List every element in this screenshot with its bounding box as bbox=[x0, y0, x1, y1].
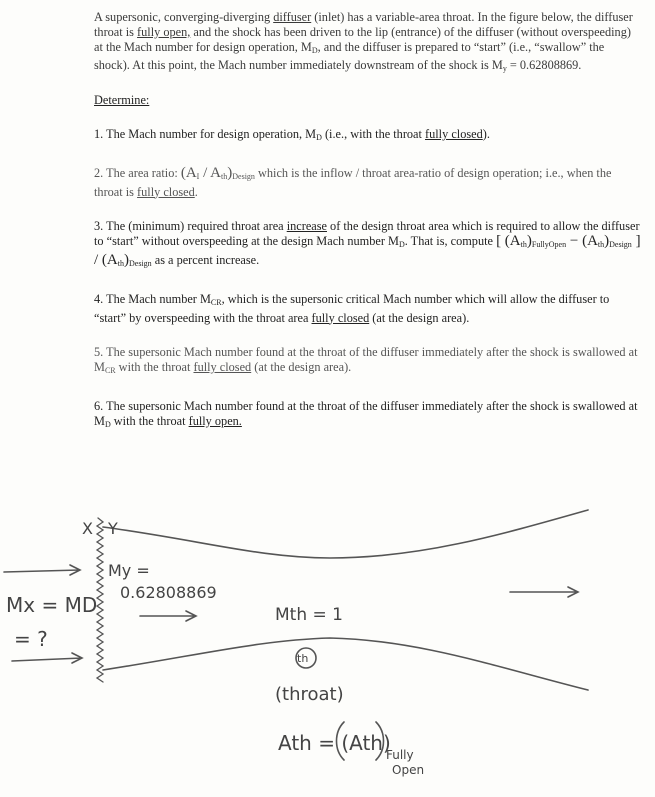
q1-text: 1. The Mach number for design operation, M bbox=[94, 126, 317, 141]
q2-formula: (A bbox=[180, 164, 197, 181]
inflow-arrow-bottom bbox=[12, 653, 82, 663]
diffuser-lower-wall bbox=[103, 638, 588, 690]
q3-subscript: Design bbox=[128, 258, 152, 268]
question-4 bbox=[94, 292, 642, 326]
q3-formula: ) bbox=[123, 251, 129, 268]
ath-label: Ath = (Ath) bbox=[278, 731, 391, 755]
q3-text: of the design throat area which is required to allow the diffuser to “start” without overspeeding at the design Mach number M bbox=[94, 219, 640, 249]
q2-subscript: I bbox=[196, 171, 200, 181]
q3-subscript: th bbox=[117, 258, 124, 268]
diffuser-sketch bbox=[0, 440, 655, 797]
intro-subscript: D bbox=[311, 45, 318, 55]
q2-text: . bbox=[194, 184, 198, 199]
problem-text bbox=[94, 10, 642, 445]
exit-arrow bbox=[510, 587, 578, 597]
q1-subscript: D bbox=[316, 132, 322, 142]
q3-formula: ] / (A bbox=[94, 233, 641, 268]
q2-formula: / A bbox=[199, 164, 222, 181]
q3-subscript: D bbox=[398, 240, 405, 250]
q4-subscript: CR bbox=[210, 297, 222, 307]
q5-text: (at the design area). bbox=[251, 360, 352, 375]
open-label: Open bbox=[392, 763, 425, 777]
my-flow-arrow bbox=[140, 611, 196, 621]
q2-subscript: th bbox=[221, 171, 228, 181]
my-value: 0.62808869 bbox=[120, 583, 217, 602]
q3-formula: [ (A bbox=[496, 233, 521, 250]
q3-formula: − (A bbox=[566, 233, 598, 250]
question-1 bbox=[94, 127, 642, 146]
q4-text: 4. The Mach number M bbox=[94, 291, 211, 306]
q3-subscript: th bbox=[597, 240, 605, 250]
determine-heading: Determine: bbox=[94, 93, 150, 108]
q3-text: 3. The (minimum) required throat area bbox=[94, 219, 287, 234]
q3-subscript: th bbox=[520, 240, 527, 250]
q4-text: (at the design area). bbox=[369, 310, 470, 325]
q1-underline: fully closed bbox=[425, 126, 483, 141]
throat-label: (throat) bbox=[275, 684, 344, 705]
mx-label: Mx = MD bbox=[6, 593, 98, 617]
intro-underline-diffuser: diffuser bbox=[273, 10, 312, 24]
q3-formula: ) bbox=[526, 233, 532, 250]
q3-subscript: FullyOpen bbox=[531, 240, 567, 250]
q3-formula: ) bbox=[604, 233, 610, 250]
question-3 bbox=[94, 219, 642, 271]
q5-text: with the throat bbox=[115, 360, 194, 375]
intro-subscript: y bbox=[502, 64, 507, 74]
mx-question: = ? bbox=[14, 627, 48, 651]
q2-formula: ) bbox=[227, 164, 233, 181]
q1-text: (i.e., with the throat bbox=[321, 126, 426, 141]
question-2 bbox=[94, 166, 642, 200]
shock-wave bbox=[97, 518, 103, 682]
intro-text: and the shock has been driven to the lip (entrance) of the diffuser (without overspeeding) at the Mach number for design operation, M bbox=[94, 24, 631, 54]
mth-label: Mth = 1 bbox=[275, 605, 343, 625]
q2-underline: fully closed bbox=[137, 184, 195, 199]
my-label: My = bbox=[108, 561, 150, 580]
q2-text: 2. The area ratio: bbox=[94, 165, 181, 180]
q5-underline: fully closed bbox=[193, 360, 252, 375]
q5-text: 5. The supersonic Mach number found at the throat of the diffuser immediately after the shock is swallowed at M bbox=[94, 345, 638, 375]
diffuser-upper-wall bbox=[103, 510, 588, 558]
question-6 bbox=[94, 399, 642, 433]
intro-text: , and the diffuser is prepared to “start” (i.e., “swallow” the shock). At this point, the Mach number immediately downstream of the shock is M bbox=[94, 39, 605, 73]
fully-label: Fully bbox=[386, 748, 414, 762]
q3-text: . That is, compute bbox=[404, 234, 497, 249]
q2-text: which is the inflow / throat area-ratio of design operation; i.e., when the throat is bbox=[94, 165, 612, 199]
intro-text: = 0.62808869. bbox=[506, 58, 582, 73]
q3-underline: increase bbox=[286, 219, 327, 234]
intro-text: (inlet) has a variable-area throat. In the figure below, the diffuser throat is bbox=[94, 10, 633, 39]
q6-underline: fully open. bbox=[188, 413, 242, 428]
inflow-arrow-top bbox=[4, 565, 80, 575]
q1-text: ). bbox=[482, 126, 490, 141]
q6-text: 6. The supersonic Mach number found at the throat of the diffuser immediately after the shock is swallowed at M bbox=[94, 398, 638, 428]
y-label: Y bbox=[108, 519, 118, 538]
intro-text: A supersonic, converging-diverging bbox=[94, 10, 274, 24]
intro-paragraph bbox=[94, 10, 642, 77]
q4-text: , which is the supersonic critical Mach number which will allow the diffuser to “start” by overspeeding with the throat area bbox=[94, 291, 610, 325]
q6-text: with the throat bbox=[110, 413, 189, 428]
question-5 bbox=[94, 345, 642, 379]
x-label: X bbox=[82, 519, 93, 538]
q3-subscript: Design bbox=[609, 240, 632, 250]
q2-subscript: Design bbox=[232, 171, 255, 181]
th-symbol: th bbox=[297, 652, 309, 665]
q5-subscript: CR bbox=[104, 366, 116, 376]
q4-underline: fully closed bbox=[311, 310, 370, 325]
q6-subscript: D bbox=[104, 419, 111, 429]
q3-text: as a percent increase. bbox=[151, 252, 260, 267]
intro-underline-fully-open: fully open, bbox=[137, 24, 191, 39]
